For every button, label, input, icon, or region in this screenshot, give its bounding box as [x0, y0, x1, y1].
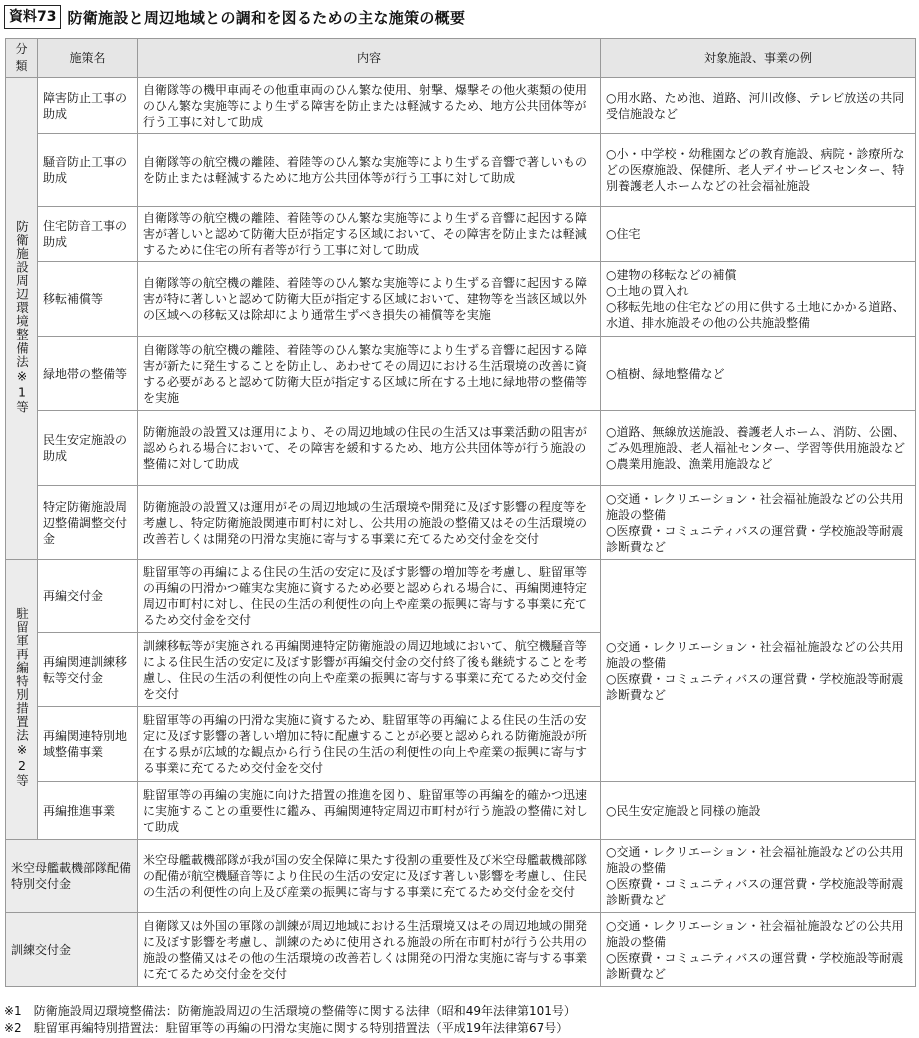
policy-content: 防衛施設の設置又は運用により、その周辺地域の住民の生活又は事業活動の阻害が認められる場合において、その障害を緩和するため、地方公共団体等が行う施設の整備に対して助成	[138, 411, 601, 486]
policy-targets	[601, 782, 916, 840]
target-item: ○民生安定施設と同様の施設	[606, 803, 761, 818]
target-item: ○医療費・コミュニティバスの運営費・学校施設等耐震診断費など	[606, 523, 904, 554]
policy-content: 米空母艦載機部隊が我が国の安全保障に果たす役割の重要性及び米空母艦載機部隊の配備が航空機騒音等により住民の生活の安定に及ぼす著しい影響を考慮し、住民の生活の利便性の向上及び産業の振興に寄与する事業に充てるため交付金を交付	[138, 840, 601, 913]
policy-content: 自衛隊等の航空機の離陸、着陸等のひん繁な実施等により生ずる音響に起因する障害が特に著しいと認めて防衛大臣が指定する区域において、建物等を当該区域以外の区域への移転又は除却により通常生ずべき損失の補償等を実施	[138, 262, 601, 337]
table-row	[6, 78, 916, 134]
col-header-targets: 対象施設、事業の例	[601, 39, 916, 78]
table-row	[6, 262, 916, 337]
target-item: ○医療費・コミュニティバスの運営費・学校施設等耐震診断費など	[606, 877, 904, 907]
target-item: ○医療費・コミュニティバスの運営費・学校施設等耐震診断費など	[606, 950, 904, 981]
col-header-name: 施策名	[38, 39, 138, 78]
policy-content: 自衛隊又は外国の軍隊の訓練が周辺地域における生活環境又はその周辺地域の開発に及ぼす影響を考慮し、訓練のために使用される施設の所在市町村が行う公共用の施設の整備又はその他の生活環境の改善若しくは開発の円滑な実施に寄与する事業に充てるため交付金を交付	[138, 913, 601, 987]
policy-name: 緑地帯の整備等	[38, 337, 138, 411]
policy-name: 特定防衛施設周辺整備調整交付金	[38, 486, 138, 560]
policy-content: 自衛隊等の航空機の離陸、着陸等のひん繁な実施等により生ずる音響に起因する障害が著しいと認めて防衛大臣が指定する区域において、その障害を防止または軽減するために住宅の所有者等が行う工事に対して助成	[138, 207, 601, 262]
policy-targets	[601, 486, 916, 560]
target-item: ○建物の移転などの補償	[606, 268, 737, 282]
policy-targets	[601, 207, 916, 262]
table-row	[6, 782, 916, 840]
category-churyu-label: 駐留軍再編特別措置法※2等	[14, 607, 30, 788]
target-item: ○交通・レクリエーション・社会福祉施設などの公共用施設の整備	[606, 918, 904, 949]
target-item: ○住宅	[606, 227, 641, 241]
target-item: ○農業用施設、漁業用施設など	[606, 457, 773, 471]
policy-name: 移転補償等	[38, 262, 138, 337]
policy-name: 再編交付金	[38, 560, 138, 633]
table-header-row	[6, 39, 916, 78]
target-item: ○医療費・コミュニティバスの運営費・学校施設等耐震診断費など	[606, 671, 904, 702]
policy-name: 米空母艦載機部隊配備特別交付金	[6, 840, 138, 913]
policy-targets-shared	[601, 560, 916, 782]
target-item: ○移転先地の住宅などの用に供する土地にかかる道路、水道、排水施設その他の公共施設整備	[606, 300, 905, 330]
policy-content: 駐留軍等の再編の円滑な実施に資するため、駐留軍等の再編による住民の生活の安定に及ぼす影響の著しい増加に特に配慮することが必要と認められる防衛施設が所在する県が広域的な観点から行う住民の生活の利便性の向上や産業の振興に寄与する事業に充てるため交付金を交付	[138, 707, 601, 782]
table-row	[6, 560, 916, 633]
policy-targets	[601, 411, 916, 486]
document-label: 資料73	[4, 5, 61, 29]
policy-targets	[601, 262, 916, 337]
footnote-2: ※2 駐留軍再編特別措置法：駐留軍等の再編の円滑な実施に関する特別措置法（平成19年法律第67号）	[4, 1021, 569, 1035]
category-churyu	[6, 560, 38, 840]
table-row	[6, 337, 916, 411]
policy-name: 再編関連訓練移転等交付金	[38, 633, 138, 707]
target-item: ○交通・レクリエーション・社会福祉施設などの公共用施設の整備	[606, 639, 904, 670]
target-item: ○交通・レクリエーション・社会福祉施設などの公共用施設の整備	[606, 491, 904, 522]
policy-targets	[601, 134, 916, 207]
policy-content: 自衛隊等の機甲車両その他重車両のひん繁な使用、射撃、爆撃その他火薬類の使用のひん繁な実施等により生ずる障害を防止または軽減するため、地方公共団体等が行う工事に対して助成	[138, 78, 601, 134]
policy-name: 障害防止工事の助成	[38, 78, 138, 134]
col-header-content: 内容	[138, 39, 601, 78]
policy-targets	[601, 337, 916, 411]
category-seibi-label: 防衛施設周辺環境整備法※1等	[14, 219, 30, 414]
target-item: ○植樹、緑地整備など	[606, 366, 725, 381]
table-row	[6, 486, 916, 560]
policy-table	[5, 38, 916, 987]
category-seibi	[6, 78, 38, 560]
table-row	[6, 134, 916, 207]
policy-targets	[601, 913, 916, 987]
policy-content: 訓練移転等が実施される再編関連特定防衛施設の周辺地域において、航空機騒音等による住民生活の安定に及ぼす影響が再編交付金の交付終了後も継続することを考慮し、住民の生活の利便性の向上や産業の振興に寄与する事業に充てるため交付金を交付	[138, 633, 601, 707]
target-item: ○用水路、ため池、道路、河川改修、テレビ放送の共同受信施設など	[606, 90, 905, 121]
policy-name: 再編推進事業	[38, 782, 138, 840]
policy-content: 自衛隊等の航空機の離陸、着陸等のひん繁な実施等により生ずる音響で著しいものを防止または軽減するために地方公共団体等が行う工事に対して助成	[138, 134, 601, 207]
footnote-1: ※1 防衛施設周辺環境整備法：防衛施設周辺の生活環境の整備等に関する法律（昭和49年法律第101号）	[4, 1004, 576, 1018]
policy-name: 騒音防止工事の助成	[38, 134, 138, 207]
policy-targets	[601, 78, 916, 134]
target-item: ○交通・レクリエーション・社会福祉施設などの公共用施設の整備	[606, 845, 904, 875]
table-row	[6, 411, 916, 486]
table-row	[6, 840, 916, 913]
table-row	[6, 207, 916, 262]
target-item: ○土地の買入れ	[606, 284, 689, 298]
policy-name: 民生安定施設の助成	[38, 411, 138, 486]
col-header-category: 分類	[6, 39, 38, 78]
policy-targets	[601, 840, 916, 913]
policy-name: 訓練交付金	[6, 913, 138, 987]
policy-content: 駐留軍等の再編の実施に向けた措置の推進を図り、駐留軍等の再編を的確かつ迅速に実施することの重要性に鑑み、再編関連特定周辺市町村が行う施設の整備に対して助成	[138, 782, 601, 840]
policy-content: 駐留軍等の再編による住民の生活の安定に及ぼす影響の増加等を考慮し、駐留軍等の再編の円滑かつ確実な実施に資するため必要と認められる場合に、再編関連特定周辺市町村に対し、住民の生活の利便性の向上や産業の振興に寄与する事業に充てるため交付金を交付	[138, 560, 601, 633]
table-row	[6, 913, 916, 987]
policy-name: 住宅防音工事の助成	[38, 207, 138, 262]
policy-content: 防衛施設の設置又は運用がその周辺地域の生活環境や開発に及ぼす影響の程度等を考慮し、特定防衛施設関連市町村に対し、公共用の施設の整備又はその生活環境の改善若しくは開発の円滑な実施に寄与する事業に充てるため交付金を交付	[138, 486, 601, 560]
document-header	[4, 4, 465, 30]
policy-name: 再編関連特別地域整備事業	[38, 707, 138, 782]
target-item: ○道路、無線放送施設、養護老人ホーム、消防、公園、ごみ処理施設、老人福祉センター、学習等供用施設など	[606, 425, 906, 455]
target-item: ○小・中学校・幼稚園などの教育施設、病院・診療所などの医療施設、保健所、老人デイサービスセンター、特別養護老人ホームなどの社会福祉施設	[606, 147, 905, 193]
document-title: 防衛施設と周辺地域との調和を図るための主な施策の概要	[67, 8, 466, 27]
policy-content: 自衛隊等の航空機の離陸、着陸等のひん繁な実施等により生ずる音響に起因する障害が新たに発生することを防止し、あわせてその周辺における生活環境の改善に資する必要があると認めて防衛大臣が指定する区域に所在する土地に緑地帯の整備等を実施	[138, 337, 601, 411]
